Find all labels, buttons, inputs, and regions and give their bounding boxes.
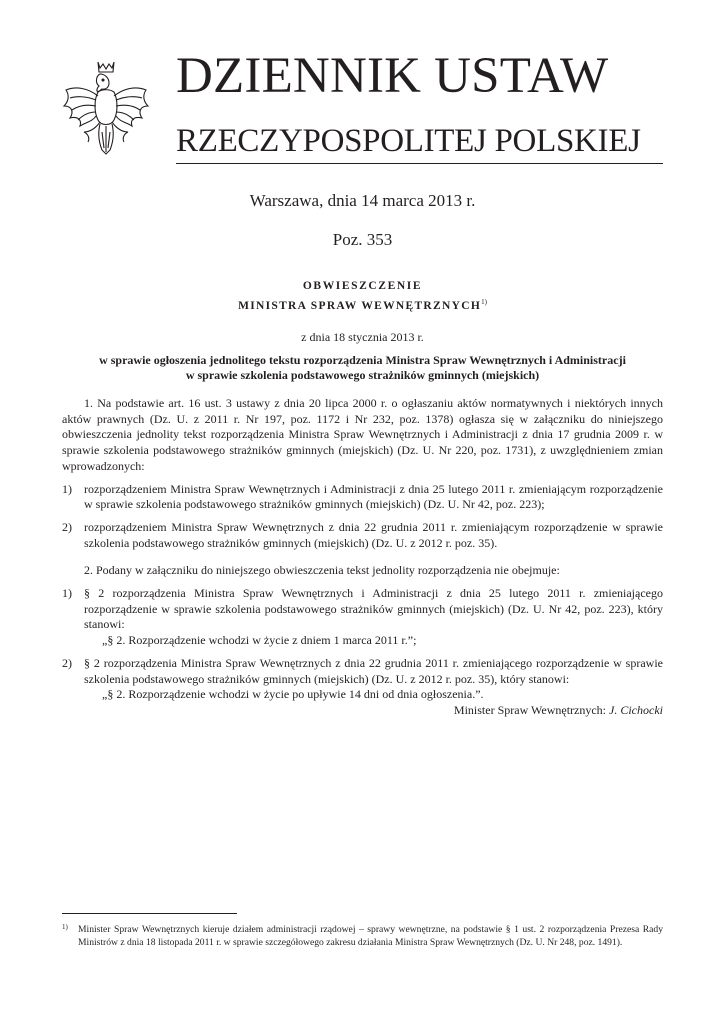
document-type: OBWIESZCZENIE bbox=[302, 280, 423, 292]
list-item-text: § 2 rozporządzenia Ministra Spraw Wewnętrznych i Administracji z dnia 25 lutego 2011 r. zmieniającego rozporządzenie w sprawie szkolenia podstawowego strażników gminnych (miejskich) (Dz. U. Nr 42, poz. 223), który stanowi: bbox=[84, 586, 663, 632]
journal-title: DZIENNIK USTAW bbox=[176, 48, 609, 104]
signature-role: Minister Spraw Wewnętrznych: bbox=[453, 702, 607, 717]
list-item bbox=[62, 482, 663, 513]
document-body bbox=[62, 396, 663, 719]
position-number: Poz. 353 bbox=[332, 230, 393, 249]
quoted-provision: „§ 2. Rozporządzenie wchodzi w życie po upływie 14 dni od dnia ogłoszenia.”. bbox=[102, 687, 484, 702]
authority-footnote-ref: 1) bbox=[481, 298, 487, 306]
subject-line-1: w sprawie ogłoszenia jednolitego tekstu rozporządzenia Ministra Spraw Wewnętrznych i Administracji bbox=[99, 353, 626, 367]
subject-line-2: w sprawie szkolenia podstawowego strażników gminnych (miejskich) bbox=[185, 368, 540, 382]
footnote-mark: 1) bbox=[62, 923, 68, 931]
list-item-number: 2) bbox=[62, 519, 72, 534]
footnote bbox=[62, 923, 663, 949]
list-item bbox=[62, 656, 663, 687]
list-item-text: rozporządzeniem Ministra Spraw Wewnętrznych z dnia 22 grudnia 2011 r. zmieniającym rozporządzenie w sprawie szkolenia podstawowego strażników gminnych (miejskich) (Dz. U. z 2012 r. poz. 35). bbox=[84, 519, 663, 550]
list-item-text: § 2 rozporządzenia Ministra Spraw Wewnętrznych z dnia 22 grudnia 2011 r. zmieniającego rozporządzenie w sprawie szkolenia podstawowego strażników gminnych (miejskich) (Dz. U. z 2012 r. poz. 35), który stanowi: bbox=[84, 655, 663, 686]
footnote-divider bbox=[62, 913, 237, 914]
authority-name: MINISTRA SPRAW WEWNĘTRZNYCH bbox=[238, 300, 482, 312]
list-item bbox=[62, 586, 663, 633]
document-date: z dnia 18 stycznia 2013 r. bbox=[301, 330, 424, 344]
document-authority bbox=[0, 295, 725, 313]
signature-name: J. Cichocki bbox=[609, 702, 663, 717]
list-item bbox=[62, 520, 663, 551]
masthead-divider bbox=[176, 163, 663, 164]
list-item-number: 1) bbox=[62, 481, 72, 496]
quoted-provision: „§ 2. Rozporządzenie wchodzi w życie z dniem 1 marca 2011 r.”; bbox=[102, 633, 417, 648]
footnote-text: Minister Spraw Wewnętrznych kieruje działem administracji rządowej – sprawy wewnętrzne, na podstawie § 1 ust. 2 rozporządzenia Prezesa Rady Ministrów z dnia 18 listopada 2011 r. w sprawie szczegółowego zakresu działania Ministra Spraw Wewnętrznych (Dz. U. Nr 248, poz. 1491). bbox=[78, 924, 663, 948]
list-item-number: 1) bbox=[62, 586, 72, 601]
list-item-number: 2) bbox=[62, 655, 72, 670]
paragraph-1: 1. Na podstawie art. 16 ust. 3 ustawy z dnia 20 lipca 2000 r. o ogłaszaniu aktów normatywnych i niektórych innych aktów prawnych (Dz. U. z 2011 r. Nr 197, poz. 1172 i Nr 232, poz. 1378) ogłasza się w załączniku do niniejszego obwieszczenia jednolity tekst rozporządzenia Ministra Spraw Wewnętrznych i Administracji z dnia 17 grudnia 2009 r. w sprawie szkolenia podstawowego strażników gminnych (miejskich) (Dz. U. Nr 220, poz. 1731), z uwzględnieniem zmian wprowadzonych: bbox=[62, 396, 663, 473]
document-subject bbox=[80, 353, 645, 383]
journal-subtitle: RZECZYPOSPOLITEJ POLSKIEJ bbox=[176, 123, 641, 159]
polish-eagle-emblem-icon bbox=[60, 56, 152, 162]
publication-date: Warszawa, dnia 14 marca 2013 r. bbox=[249, 191, 476, 210]
list-item-text: rozporządzeniem Ministra Spraw Wewnętrznych i Administracji z dnia 25 lutego 2011 r. zmieniającym rozporządzenie w sprawie szkolenia podstawowego strażników gminnych (miejskich) (Dz. U. Nr 42, poz. 223); bbox=[84, 481, 663, 512]
signature bbox=[62, 703, 663, 719]
paragraph-2: 2. Podany w załączniku do niniejszego obwieszczenia tekst jednolity rozporządzenia nie obejmuje: bbox=[84, 563, 560, 578]
